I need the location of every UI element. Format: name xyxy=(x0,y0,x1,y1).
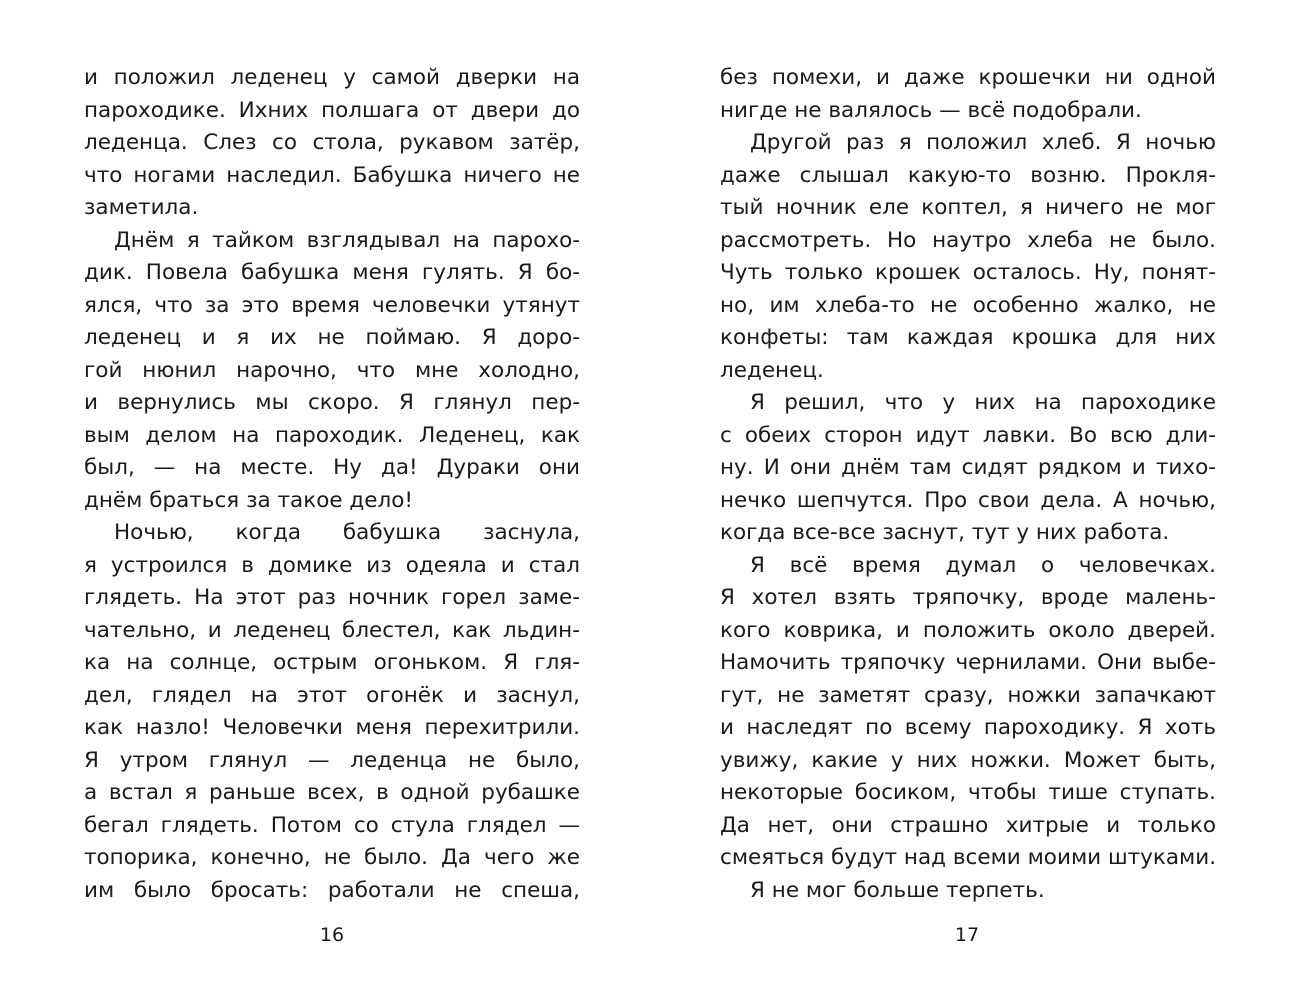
text-line: Днём я тайком взглядывал на парохо- xyxy=(114,227,580,253)
text-line: тый ночник еле коптел, я ничего не мог xyxy=(720,195,1216,220)
text-line: им было бросать: работали не спеша, xyxy=(84,877,580,903)
text-line: леденца. Слез со стола, рукавом затёр, xyxy=(84,130,580,155)
text-line: нигде не валялось — всё подобрали. xyxy=(720,97,1142,123)
text-line: гут, не заметят сразу, ножки запачкают xyxy=(720,682,1216,708)
left-page xyxy=(84,62,580,907)
text-line: как назло! Человечки меня перехитрили. xyxy=(84,715,580,740)
text-line: дик. Повела бабушка меня гулять. Я бо- xyxy=(84,260,580,285)
text-line: Другой раз я положил хлеб. Я ночью xyxy=(750,130,1216,155)
text-line: а встал я раньше всех, в одной рубашке xyxy=(84,780,580,805)
text-line: рассмотреть. Но наутро хлеба не было. xyxy=(720,227,1216,253)
text-line: Намочить тряпочку чернилами. Они выбе- xyxy=(720,650,1216,675)
text-line: ну. И они днём там сидят рядком и тихо- xyxy=(720,455,1216,480)
text-line: и положил леденец у самой дверки на xyxy=(84,65,580,90)
text-line: леденец. xyxy=(720,357,824,383)
text-line: Да нет, они страшно хитрые и только xyxy=(720,812,1216,838)
text-line: даже слышал какую-то возню. Прокля- xyxy=(720,162,1216,188)
text-line: леденец и я их не поймаю. Я доро- xyxy=(84,325,580,350)
text-line: бегал глядеть. Потом со стула глядел — xyxy=(84,812,580,838)
text-line: кого коврика, и положить около дверей. xyxy=(720,617,1216,643)
text-line: ка на солнце, острым огоньком. Я гля- xyxy=(84,650,580,675)
text-line: конфеты: там каждая крошка для них xyxy=(720,325,1216,350)
text-line: гой нюнил нарочно, что мне холодно, xyxy=(84,357,580,383)
text-line: дел, глядел на этот огонёк и заснул, xyxy=(84,682,580,708)
text-line: Я решил, что у них на пароходике xyxy=(750,390,1216,415)
page-number-left: 16 xyxy=(319,924,345,946)
text-line: Я утром глянул — леденца не было, xyxy=(84,747,580,773)
text-line: Чуть только крошек осталось. Ну, понят- xyxy=(720,260,1216,285)
text-line: днём браться за такое дело! xyxy=(84,487,414,513)
text-line: что ногами наследил. Бабушка ничего не xyxy=(84,162,580,188)
text-line: с обеих сторон идут лавки. Во всю дли- xyxy=(720,422,1216,448)
page-number-right: 17 xyxy=(954,924,980,946)
text-line: Ночью, когда бабушка заснула, xyxy=(114,520,580,545)
text-line: глядеть. На этот раз ночник горел заме- xyxy=(84,585,580,610)
text-line: Я не мог больше терпеть. xyxy=(750,877,1045,903)
text-line: некоторые босиком, чтобы тише ступать. xyxy=(720,780,1216,805)
text-line: и вернулись мы скоро. Я глянул пер- xyxy=(84,390,580,415)
text-line: топорика, конечно, не было. Да чего же xyxy=(84,845,580,870)
text-line: пароходике. Ихних полшага от двери до xyxy=(84,97,580,123)
text-line: ялся, что за это время человечки утянут xyxy=(84,292,580,318)
text-line: без помехи, и даже крошечки ни одной xyxy=(720,65,1216,90)
text-line: Я всё время думал о человечках. xyxy=(750,552,1216,578)
text-line: был, — на месте. Ну да! Дураки они xyxy=(84,455,580,480)
text-line: но, им хлеба-то не особенно жалко, не xyxy=(720,292,1216,318)
text-line: увижу, какие у них ножки. Может быть, xyxy=(720,747,1216,773)
text-line: нечко шепчутся. Про свои дела. А ночью, xyxy=(720,487,1216,513)
text-line: заметила. xyxy=(84,195,199,220)
right-page xyxy=(720,62,1216,907)
text-line: я устроился в домике из одеяла и стал xyxy=(84,552,580,578)
text-line: и наследят по всему пароходику. Я хоть xyxy=(720,715,1216,740)
text-line: смеяться будут над всеми моими штуками. xyxy=(720,845,1216,870)
text-line: Я хотел взять тряпочку, вроде малень- xyxy=(720,585,1216,610)
text-line: когда все-все заснут, тут у них работа. xyxy=(720,520,1170,545)
text-line: чательно, и леденец блестел, как льдин- xyxy=(84,617,580,643)
text-line: вым делом на пароходик. Леденец, как xyxy=(84,422,580,448)
